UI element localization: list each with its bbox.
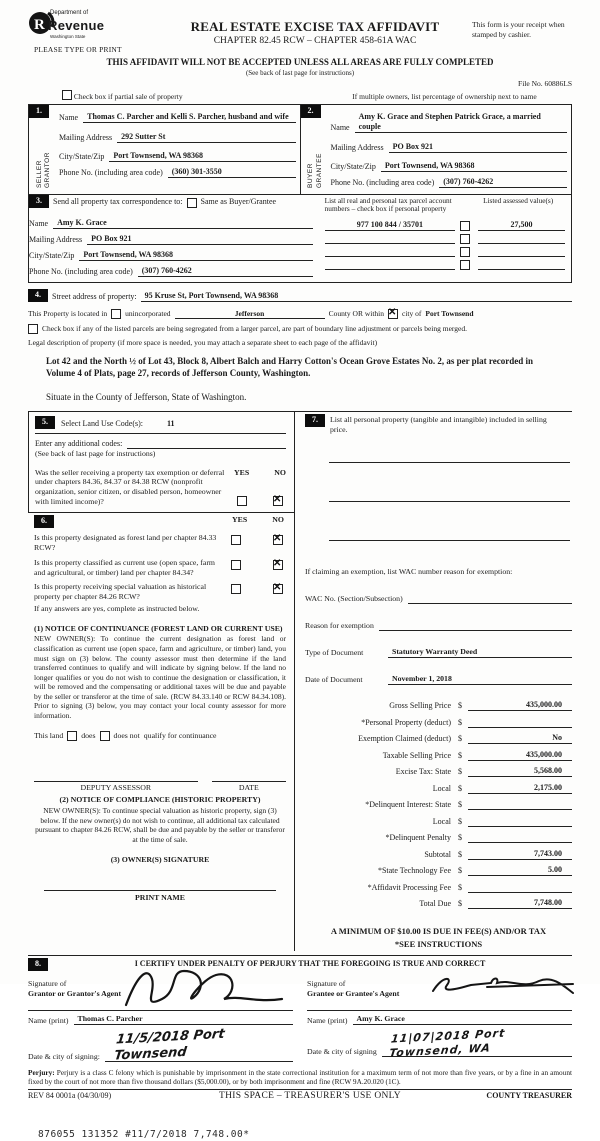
this-land-label: This land <box>34 730 64 740</box>
q1-yes-checkbox[interactable] <box>231 535 241 545</box>
grantor-name-field[interactable]: Thomas C. Parcher <box>74 1014 294 1025</box>
correspondence-name-field[interactable]: Amy K. Grace <box>53 218 313 229</box>
delinquent-interest-state-field[interactable] <box>468 809 572 810</box>
grantor-signature <box>118 965 288 1011</box>
personal-property-section <box>305 414 572 434</box>
correspondence-phone-field[interactable]: (307) 760-4262 <box>138 266 313 277</box>
date-of-document-label: Date of Document <box>305 675 363 685</box>
section8-number: 8. <box>28 958 48 971</box>
legal-description-text: Lot 42 and the North ½ of Lot 43, Block 8, Albert Balch and Harry Cotton's Ocean Grove Estates No. 2, as per plat recorded in Volume 4 of Plats, page 27, records of Jefferson County, Washington. <box>46 356 533 379</box>
parties-box <box>28 104 572 195</box>
grantor-name-print-label: Name (print) <box>28 1015 69 1025</box>
personal-property-checkbox-1[interactable] <box>460 221 470 231</box>
seller-label: SELLER <box>35 159 43 188</box>
seller-exemption-question: Was the seller receiving a property tax exemption or deferral under chapters 84.36, 84.37 or 84.38 RCW (nonprofit organization, senior citizen, or disabled person, homeowner with limited income)? <box>35 467 225 506</box>
does-not-label: does not <box>113 730 140 740</box>
personal-property-line-2[interactable] <box>329 487 570 502</box>
buyer-phone-label: Phone No. (including area code) <box>330 177 435 187</box>
excise-tax-state-field[interactable]: 5,568.00 <box>468 766 572 777</box>
grantor-agent-label: Grantor or Grantor's Agent <box>28 988 122 998</box>
certification-section <box>28 955 572 1103</box>
send-correspondence-label: Send all property tax correspondence to: <box>53 196 183 206</box>
wac-number-field[interactable] <box>408 593 572 604</box>
land-use-label: Select Land Use Code(s): <box>61 418 143 428</box>
located-in-label: This Property is located in <box>28 309 108 318</box>
grantor-date-city-field[interactable]: 11/5/2018 Port Townsend <box>105 1028 293 1062</box>
money-row-gross: Gross Selling Price $ 435,000.00 <box>305 695 572 712</box>
parcel-numbers-header: List all real and personal tax parcel account numbers – check box if personal property <box>324 195 452 214</box>
personal-property-checkbox-2[interactable] <box>460 234 470 244</box>
seller-mailing-label: Mailing Address <box>59 132 113 142</box>
historical-question: Is this property receiving special valuation as historical property per chapter 84.26 RCW? <box>34 582 207 602</box>
seller-city-field[interactable]: Port Townsend, WA 98368 <box>109 151 295 162</box>
segregated-label: Check box if any of the listed parcels are being segregated from a larger parcel, are part of boundary line adjustment or parcels being merged. <box>42 324 467 334</box>
section5-number: 5. <box>35 416 55 429</box>
same-as-buyer-checkbox[interactable] <box>187 198 197 208</box>
personal-property-checkbox-4[interactable] <box>460 260 470 270</box>
total-due-field[interactable]: 7,748.00 <box>468 898 572 909</box>
perjury-label: Perjury: <box>28 1067 55 1077</box>
q3-yes-checkbox[interactable] <box>231 584 241 594</box>
warning-line: THIS AFFIDAVIT WILL NOT BE ACCEPTED UNLESS ALL AREAS ARE FULLY COMPLETED <box>106 56 494 67</box>
land-does-not-checkbox[interactable] <box>100 731 110 741</box>
forest-land-section: 6. YES NO Is this property designated as forest land per chapter 84.33 RCW? ✕ Is this property classified as current use (open space, farm and agricultural, or timber) land per chapter 84.34? ✕ Is this property receiving special valuation as historical property per chapter 84.26 RCW? ✕ If any answers are yes, complete as instructed below. (1) NOTICE OF CONTINUANCE (FOREST LAND OR CURRENT USE) NEW OWNER(S): To continue the current designation as forest land or classification as current use (open space, farm and agriculture, or timber) land, you must sign on (3) below. The county assessor must then determine if the land transferred continues to qualify and will indicate by signing below. If the land no longer qualifies or you do not wish to continue the designation or classification, it will be removed and the compensating or additional taxes will be due and payable by the seller or transferor at the time of sale. (RCW 84.33.140 or RCW 84.34.108). Prior to signing (3) below, you may contact your local county assessor for more information. This land does does not qualify for continuance DEPUTY ASSESSOR DATE (2) NOTICE OF COMPLIANCE (HISTORIC PROPERTY) NEW OWNER(S): To continue special valuation as historic property, sign (3) below. If the new owner(s) do not wish to continue, all additional tax calculated pursuant to chapter 84.26 RCW, shall be due and payable by the seller or transferor at the time of sale. (3) OWNER(S) SIGNATURE PRINT NAME <box>28 513 294 951</box>
seller-city-label: City/State/Zip <box>59 151 105 161</box>
gross-selling-price-field[interactable]: 435,000.00 <box>468 700 572 711</box>
receipt-note: This form is your receipt when stamped by cashier. <box>472 20 565 39</box>
does-label: does <box>81 730 96 740</box>
section3-number: 3. <box>29 195 49 208</box>
buyer-mailing-label: Mailing Address <box>330 142 384 152</box>
perjury-text: Perjury is a class C felony which is punishable by imprisonment in the state correctional institution for a maximum term of not more than five years, or by a fine in an amount fixed by the court of not more than five thousand dollars ($5,000.00), or by both imprisonment and fine (RCW 9A.20.020 (1C). <box>28 1067 573 1087</box>
file-number: File No. 60886LS <box>518 78 572 88</box>
assessed-value-field[interactable]: 27,500 <box>478 220 565 231</box>
assessed-value-field-4[interactable] <box>478 269 565 270</box>
seller-name-field[interactable] <box>83 112 295 123</box>
correspondence-mailing-field[interactable]: PO Box 921 <box>87 234 313 245</box>
county-treasurer-label: COUNTY TREASURER <box>486 1090 572 1100</box>
land-use-section: 5. Select Land Use Code(s): 11 Enter any additional codes: (See back of last page for instructions) Was the seller receiving a property tax exemption or deferral under chapters 84.36, 84.37 or 84.38 RCW (nonprofit organization, senior citizen, or disabled person, homeowner with limited income)? YES NO ✕ <box>28 411 295 514</box>
seller-section <box>29 105 300 194</box>
money-row-total-due: Total Due $ 7,748.00 <box>305 893 572 910</box>
header <box>28 10 572 55</box>
grantee-signature-block <box>307 979 572 1062</box>
additional-codes-label: Enter any additional codes: <box>35 438 123 448</box>
partial-sale-checkbox[interactable] <box>62 90 72 100</box>
type-of-document-field[interactable]: Statutory Warranty Deed <box>388 647 572 658</box>
section7-number: 7. <box>305 414 325 427</box>
personal-property-line-1[interactable] <box>329 448 570 463</box>
money-row-affidavit-fee: *Affidavit Processing Fee $ <box>305 876 572 893</box>
additional-codes-field[interactable] <box>127 438 286 449</box>
exemption-claimed-field[interactable]: No <box>468 733 572 744</box>
money-row-delinq-state: *Delinquent Interest: State $ <box>305 794 572 811</box>
type-of-document-label: Type of Document <box>305 648 364 658</box>
date-label: DATE <box>238 782 259 792</box>
buyer-city-field[interactable]: Port Townsend, WA 98368 <box>381 161 567 172</box>
city-of-label: city of <box>402 309 422 318</box>
money-row-delinq-local: Local $ <box>305 810 572 827</box>
land-does-checkbox[interactable] <box>67 731 77 741</box>
segregated-checkbox[interactable] <box>28 324 38 334</box>
grantee-name-field[interactable]: Amy K. Grace <box>353 1014 573 1025</box>
logo-revenue: Revenue <box>48 17 105 33</box>
money-row-taxable: Taxable Selling Price $ 435,000.00 <box>305 744 572 761</box>
deputy-assessor-label: DEPUTY ASSESSOR <box>80 782 152 792</box>
logo-department-of: Department of <box>50 10 89 16</box>
personal-property-label: List all personal property (tangible and intangible) included in selling price. <box>330 414 547 434</box>
grantor-label: GRANTOR <box>44 151 51 188</box>
buyer-phone-field[interactable]: (307) 760-4262 <box>439 177 567 188</box>
grantee-date-city-field[interactable]: 11|07|2018 Port Townsend, WA <box>382 1028 572 1057</box>
money-row-tech-fee: *State Technology Fee $ 5.00 <box>305 860 572 877</box>
s5-no-checkbox[interactable] <box>273 496 283 506</box>
affidavit-processing-fee-field[interactable] <box>468 892 572 893</box>
reason-exemption-label: Reason for exemption <box>305 621 374 631</box>
perjury-notice <box>28 1068 572 1090</box>
excise-tax-local-field[interactable]: 2,175.00 <box>468 783 572 794</box>
multiple-owners-note: If multiple owners, list percentage of ownership next to name <box>352 92 537 102</box>
assessed-values-header: Listed assessed value(s) <box>483 195 554 205</box>
grantee-agent-label: Grantee or Grantee's Agent <box>307 988 400 998</box>
street-address-field[interactable]: 95 Kruse St, Port Townsend, WA 98368 <box>141 291 572 302</box>
seller-name-label: Name <box>59 112 79 122</box>
same-as-buyer-label: Same as Buyer/Grantee <box>200 196 277 206</box>
personal-property-deduct-field[interactable] <box>468 727 572 728</box>
cashier-stamp: 876055 131352 #11/7/2018 7,748.00* <box>38 1128 250 1140</box>
see-instructions-note: *SEE INSTRUCTIONS <box>394 939 483 950</box>
notice-continuance-body: NEW OWNER(S): To continue the current designation as forest land or classification as current use (open space, farm and agriculture, or timber) land, you must sign on (3) below. The county assessor must then determine if the land transferred continues to qualify and will indicate by signing below. If the land no longer qualifies or you do not wish to continue the designation or classification, it will be removed and the compensating or additional taxes will be due and payable by the seller or transferor at the time of sale. (RCW 84.33.140 or RCW 84.34.108). Prior to signing (3) below, you may contact your local county assessor for more information. <box>34 634 286 721</box>
county-or-label: County OR within <box>328 309 384 318</box>
exemption-claim-label: If claiming an exemption, list WAC number reason for exemption: <box>305 567 513 577</box>
unincorporated-label: unincorporated <box>125 309 171 318</box>
seller-phone-field[interactable]: (360) 301-3550 <box>168 167 296 178</box>
date-of-document-field[interactable]: November 1, 2018 <box>388 674 572 685</box>
certify-statement: I CERTIFY UNDER PENALTY OF PERJURY THAT THE FOREGOING IS TRUE AND CORRECT <box>134 959 486 969</box>
see-back-note-2: (See back of last page for instructions) <box>35 448 156 458</box>
buyer-city-label: City/State/Zip <box>330 161 376 171</box>
seller-mailing-field[interactable]: 292 Sutter St <box>117 132 295 143</box>
correspondence-city-field[interactable]: Port Townsend, WA 98368 <box>79 250 312 261</box>
q2-no-checkbox[interactable] <box>273 560 283 570</box>
signature-of-label-2: Signature of <box>307 978 346 988</box>
qualify-label: qualify for continuance <box>143 730 217 740</box>
money-row-subtotal: Subtotal $ 7,743.00 <box>305 843 572 860</box>
grantee-signature <box>427 971 577 1005</box>
grantor-signature-block <box>28 978 307 1065</box>
owners-signature-label: (3) OWNER(S) SIGNATURE <box>110 854 210 864</box>
excise-tax-computation <box>305 695 572 910</box>
city-checkbox[interactable] <box>388 309 398 319</box>
section4-number: 4. <box>28 289 48 302</box>
buyer-label: BUYER <box>307 162 315 188</box>
q3-no-checkbox[interactable] <box>273 584 283 594</box>
dor-logo <box>28 10 158 55</box>
parcel-number-field[interactable]: 977 100 844 / 35701 <box>325 220 455 231</box>
delinquent-penalty-field[interactable] <box>468 842 572 843</box>
logo-state: Washington State <box>50 33 86 39</box>
q1-no-checkbox[interactable] <box>273 535 283 545</box>
grantee-name-print-label: Name (print) <box>307 1015 348 1025</box>
subtotal-field[interactable]: 7,743.00 <box>468 849 572 860</box>
current-use-question: Is this property classified as current use (open space, farm and agricultural, or timber) land per chapter 84.34? <box>34 557 215 577</box>
reason-exemption-field[interactable] <box>379 620 572 631</box>
situate-text: Situate in the County of Jefferson, State of Washington. <box>46 391 247 402</box>
grantee-date-city-label: Date & city of signing <box>307 1047 377 1057</box>
q2-yes-checkbox[interactable] <box>231 560 241 570</box>
grantor-date-city-label: Date & city of signing: <box>28 1052 100 1062</box>
buyer-name-label: Name <box>330 122 350 132</box>
county-field[interactable]: Jefferson <box>175 309 325 319</box>
personal-property-line-3[interactable] <box>329 526 570 541</box>
forest-land-question: Is this property designated as forest land per chapter 84.33 RCW? <box>34 533 217 553</box>
state-technology-fee-field[interactable]: 5.00 <box>468 865 572 876</box>
delinquent-interest-local-field[interactable] <box>468 826 572 827</box>
personal-property-checkbox-3[interactable] <box>460 247 470 257</box>
unincorporated-checkbox[interactable] <box>111 309 121 319</box>
answers-yes-note: If any answers are yes, complete as instructed below. <box>34 603 200 613</box>
legal-description-label: Legal description of property (if more space is needed, you may attach a separate sheet to each page of the affidavit) <box>28 337 378 347</box>
section2-number: 2. <box>301 105 321 118</box>
street-address-label: Street address of property: <box>52 291 137 301</box>
money-row-excise-state: Excise Tax: State $ 5,568.00 <box>305 761 572 778</box>
deputy-assessor-signature-line[interactable] <box>34 781 198 782</box>
buyer-name-field[interactable] <box>355 112 567 133</box>
notice-compliance-title: (2) NOTICE OF COMPLIANCE (HISTORIC PROPERTY) <box>59 795 261 805</box>
money-row-exemption: Exemption Claimed (deduct) $ No <box>305 728 572 745</box>
please-type-or-print: PLEASE TYPE OR PRINT <box>34 45 122 55</box>
seller-phone-label: Phone No. (including area code) <box>59 167 163 177</box>
form-chapter: CHAPTER 82.45 RCW – CHAPTER 458-61A WAC <box>213 36 417 47</box>
taxable-selling-price-field[interactable]: 435,000.00 <box>468 750 572 761</box>
print-name-label: PRINT NAME <box>135 893 185 903</box>
notice-compliance-body: NEW OWNER(S): To continue special valuation as historic property, sign (3) below. If the new owner(s) do not wish to continue, all additional tax calculated pursuant to chapter 84.26 RCW, shall be due and payable by the seller or transferor at the time of sale. <box>35 806 285 844</box>
form-title: REAL ESTATE EXCISE TAX AFFIDAVIT <box>190 19 440 34</box>
wac-number-label: WAC No. (Section/Subsection) <box>305 594 403 604</box>
parcel-number-field-4[interactable] <box>325 269 455 270</box>
grantee-label: GRANTEE <box>315 152 323 188</box>
money-row-delinq-penalty: *Delinquent Penalty $ <box>305 827 572 844</box>
print-name-line[interactable] <box>44 890 276 891</box>
buyer-mailing-field[interactable]: PO Box 921 <box>389 142 567 153</box>
tax-correspondence-section: 3. Send all property tax correspondence to: Same as Buyer/Grantee Name Amy K. Grace Mailing Address PO Box 921 City/State/Zip Port Townsend, WA 98368 Phone No. (including area code) (307) 760-4262 List all real and personal tax parcel account numbers – check box if personal property Listed assessed value(s) 977 100 844 / 35701 27,500 <box>28 195 572 283</box>
money-row-excise-local: Local $ 2,175.00 <box>305 777 572 794</box>
notice-continuance-title: (1) NOTICE OF CONTINUANCE (FOREST LAND OR CURRENT USE) <box>34 623 283 633</box>
signature-of-label: Signature of <box>28 978 67 988</box>
deputy-assessor-date-line[interactable] <box>212 781 286 782</box>
section6-number: 6. <box>34 515 54 528</box>
buyer-section <box>300 105 572 194</box>
partial-sale-label: Check box if partial sale of property <box>73 92 183 102</box>
s5-yes-checkbox[interactable] <box>237 496 247 506</box>
see-back-note: (See back of last page for instructions) <box>245 69 355 77</box>
svg-text:R: R <box>34 17 45 33</box>
buyer-name-value: Amy K. Grace and Stephen Patrick Grace, a married couple <box>358 111 541 131</box>
section1-number: 1. <box>29 105 49 118</box>
city-value: Port Townsend <box>425 309 474 318</box>
treasurer-space-label: THIS SPACE – TREASURER'S USE ONLY <box>219 1090 401 1101</box>
property-address-section <box>28 289 572 403</box>
form-revision-number: REV 84 0001a (04/30/09) <box>28 1090 112 1100</box>
money-row-personal: *Personal Property (deduct) $ <box>305 711 572 728</box>
seller-name-value: Thomas C. Parcher and Kelli S. Parcher, husband and wife <box>87 111 289 121</box>
minimum-fee-note: A MINIMUM OF $10.00 IS DUE IN FEE(S) AND/OR TAX <box>330 926 547 937</box>
land-use-code-value: 11 <box>166 418 175 428</box>
